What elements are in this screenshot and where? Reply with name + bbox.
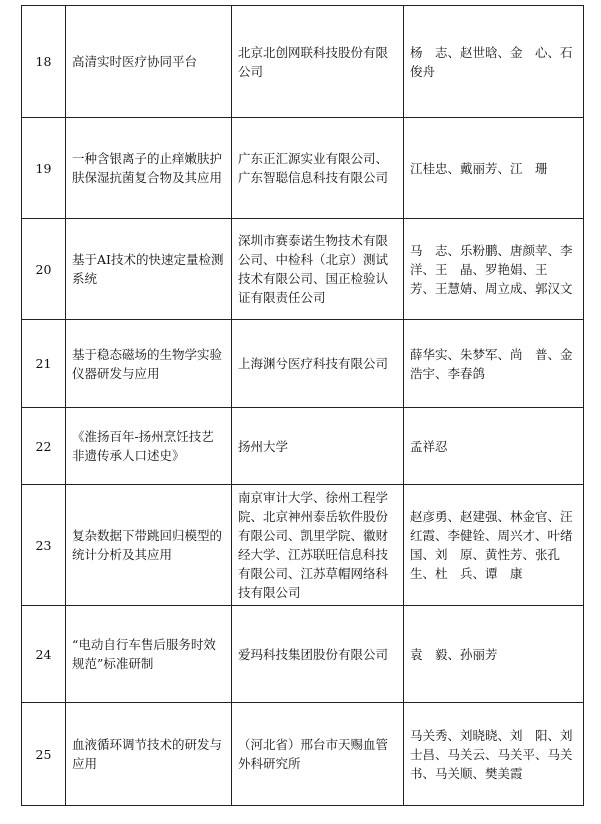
completing-people: 孟祥忍 xyxy=(404,408,584,485)
row-number: 19 xyxy=(22,118,66,219)
table-row xyxy=(22,485,584,606)
row-number: 24 xyxy=(22,606,66,703)
row-number: 21 xyxy=(22,320,66,408)
project-name: 血液循环调节技术的研发与应用 xyxy=(66,703,232,806)
project-name: “电动自行车售后服务时效规范”标准研制 xyxy=(66,606,232,703)
completing-units: 广东正汇源实业有限公司、广东智聪信息科技有限公司 xyxy=(232,118,404,219)
table-row xyxy=(22,606,584,703)
completing-units: 北京北创网联科技股份有限公司 xyxy=(232,6,404,118)
award-table xyxy=(21,5,584,806)
row-number: 23 xyxy=(22,485,66,606)
row-number: 25 xyxy=(22,703,66,806)
row-number: 22 xyxy=(22,408,66,485)
completing-units: 爱玛科技集团股份有限公司 xyxy=(232,606,404,703)
completing-people: 薛华实、朱梦军、尚 普、金浩宇、李春鸽 xyxy=(404,320,584,408)
project-name: 复杂数据下带跳回归模型的统计分析及其应用 xyxy=(66,485,232,606)
completing-people: 马关秀、刘晓晓、刘 阳、刘士昌、马关云、马关平、马关书、马关顺、樊美霞 xyxy=(404,703,584,806)
completing-units: （河北省）邢台市天赐血管外科研究所 xyxy=(232,703,404,806)
row-number: 20 xyxy=(22,219,66,320)
completing-people: 江桂忠、戴丽芳、江 珊 xyxy=(404,118,584,219)
table-row xyxy=(22,118,584,219)
completing-people: 杨 志、赵世晗、金 心、石俊舟 xyxy=(404,6,584,118)
table-row xyxy=(22,219,584,320)
project-name: 一种含银离子的止痒嫩肤护肤保湿抗菌复合物及其应用 xyxy=(66,118,232,219)
table-row xyxy=(22,408,584,485)
project-name: 高清实时医疗协同平台 xyxy=(66,6,232,118)
completing-units: 上海渊兮医疗科技有限公司 xyxy=(232,320,404,408)
table-row xyxy=(22,6,584,118)
completing-units: 南京审计大学、徐州工程学院、北京神州泰岳软件股份有限公司、凯里学院、徽财经大学、江苏联旺信息科技有限公司、江苏草帽网络科技有限公司 xyxy=(232,485,404,606)
completing-people: 马 志、乐粉鹏、唐颜苹、李 洋、王 晶、罗艳娟、王 芳、王慧婧、周立成、郭汉文 xyxy=(404,219,584,320)
table-row xyxy=(22,320,584,408)
row-number: 18 xyxy=(22,6,66,118)
project-name: 基于稳态磁场的生物学实验仪器研发与应用 xyxy=(66,320,232,408)
completing-units: 扬州大学 xyxy=(232,408,404,485)
project-name: 基于AI技术的快速定量检测系统 xyxy=(66,219,232,320)
project-name: 《淮扬百年-扬州烹饪技艺非遗传承人口述史》 xyxy=(66,408,232,485)
completing-people: 赵彦勇、赵建强、林金官、汪红霞、李健铨、周兴才、叶绪国、刘 原、黄性芳、张孔生、杜 兵、谭 康 xyxy=(404,485,584,606)
table-row xyxy=(22,703,584,806)
completing-people: 袁 毅、孙丽芳 xyxy=(404,606,584,703)
completing-units: 深圳市赛泰诺生物技术有限公司、中检科（北京）测试技术有限公司、国正检验认证有限责任公司 xyxy=(232,219,404,320)
